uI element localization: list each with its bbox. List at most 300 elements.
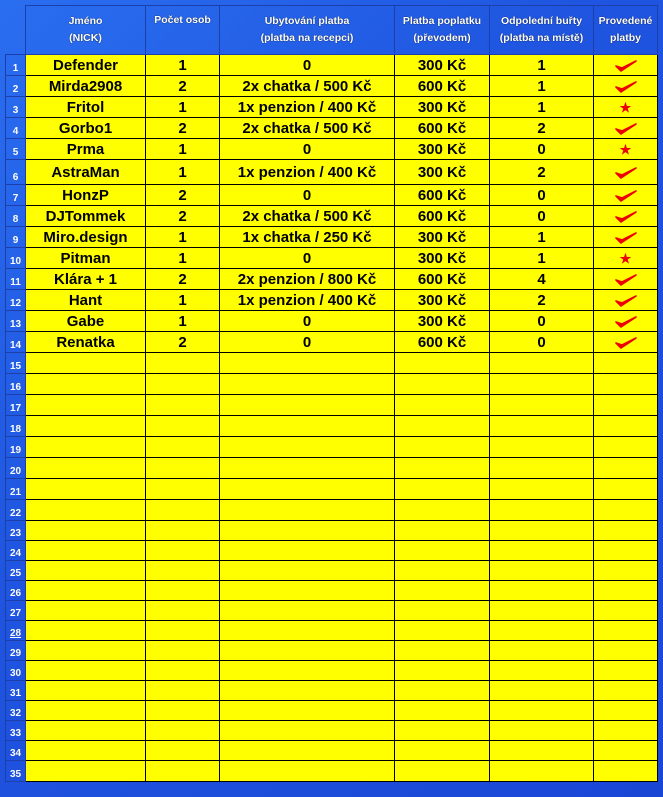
table-row [6, 353, 658, 374]
table-row [6, 701, 658, 721]
cell-name: HonzP [26, 185, 146, 206]
header-done [594, 6, 658, 55]
cell-persons [146, 681, 220, 701]
cell-fee: 600 Kč [395, 118, 490, 139]
row-number-label: 35 [9, 769, 22, 780]
row-number [6, 332, 26, 353]
row-number [6, 206, 26, 227]
row-number-label: 1 [12, 63, 19, 74]
row-number-label: 21 [9, 487, 22, 498]
cell-persons: 1 [146, 97, 220, 118]
cell-lodging: 1x chatka / 250 Kč [220, 227, 395, 248]
table-row [6, 601, 658, 621]
row-number [6, 621, 26, 641]
header-sausages-line2: (platba na místě) [499, 32, 584, 44]
cell-fee: 600 Kč [395, 206, 490, 227]
cell-status [594, 290, 658, 311]
table-row [6, 437, 658, 458]
cell-name [26, 521, 146, 541]
row-number [6, 227, 26, 248]
checkmark-icon [614, 273, 638, 287]
row-number-label: 9 [12, 235, 19, 246]
header-fee [395, 6, 490, 55]
cell-name [26, 581, 146, 601]
cell-status [594, 641, 658, 661]
cell-persons [146, 721, 220, 741]
table-row [6, 458, 658, 479]
row-number [6, 290, 26, 311]
cell-fee: 300 Kč [395, 227, 490, 248]
row-number [6, 374, 26, 395]
payments-table [5, 5, 658, 782]
checkmark-icon [614, 231, 638, 245]
cell-status [594, 185, 658, 206]
header-name-line2: (NICK) [69, 32, 102, 44]
cell-sausages [490, 479, 594, 500]
row-number-label: 14 [9, 340, 22, 351]
cell-fee: 300 Kč [395, 311, 490, 332]
cell-status [594, 500, 658, 521]
cell-status [594, 601, 658, 621]
table-row [6, 55, 658, 76]
cell-name: Defender [26, 55, 146, 76]
cell-name [26, 561, 146, 581]
star-icon: ★ [619, 250, 632, 266]
cell-name [26, 395, 146, 416]
row-number [6, 416, 26, 437]
table-row [6, 721, 658, 741]
cell-persons [146, 621, 220, 641]
cell-status [594, 332, 658, 353]
cell-lodging [220, 641, 395, 661]
cell-lodging [220, 395, 395, 416]
header-done-line2: platby [610, 32, 641, 44]
row-number [6, 118, 26, 139]
row-number-label: 30 [9, 668, 22, 679]
cell-status [594, 681, 658, 701]
table-row [6, 521, 658, 541]
cell-name [26, 479, 146, 500]
cell-sausages: 0 [490, 332, 594, 353]
cell-fee [395, 661, 490, 681]
cell-persons [146, 741, 220, 761]
row-number-label: 10 [9, 256, 22, 267]
cell-sausages [490, 641, 594, 661]
row-number-header [6, 6, 26, 55]
cell-status [594, 721, 658, 741]
checkmark-icon [614, 59, 638, 73]
cell-fee [395, 374, 490, 395]
cell-lodging [220, 761, 395, 782]
table-row [6, 160, 658, 185]
cell-lodging [220, 437, 395, 458]
cell-persons [146, 374, 220, 395]
row-number-label: 6 [12, 172, 19, 183]
row-number [6, 311, 26, 332]
table-row [6, 311, 658, 332]
cell-name: DJTommek [26, 206, 146, 227]
cell-name [26, 458, 146, 479]
header-fee-line1: Platba poplatku [402, 15, 482, 27]
cell-name [26, 541, 146, 561]
cell-persons [146, 353, 220, 374]
cell-sausages [490, 661, 594, 681]
cell-lodging [220, 541, 395, 561]
cell-sausages: 4 [490, 269, 594, 290]
cell-sausages [490, 601, 594, 621]
cell-name [26, 353, 146, 374]
cell-lodging [220, 621, 395, 641]
cell-name [26, 721, 146, 741]
cell-sausages [490, 741, 594, 761]
table-body [6, 55, 658, 782]
cell-sausages [490, 581, 594, 601]
row-number-label: 8 [12, 214, 19, 225]
cell-status [594, 561, 658, 581]
header-name-line1: Jméno [68, 15, 103, 27]
row-number [6, 353, 26, 374]
cell-fee [395, 479, 490, 500]
cell-lodging [220, 701, 395, 721]
cell-sausages [490, 681, 594, 701]
cell-persons: 2 [146, 118, 220, 139]
cell-fee: 300 Kč [395, 55, 490, 76]
cell-name [26, 416, 146, 437]
cell-sausages [490, 353, 594, 374]
cell-status [594, 661, 658, 681]
cell-sausages: 1 [490, 97, 594, 118]
header-persons [146, 6, 220, 55]
row-number-label: 15 [9, 361, 22, 372]
cell-fee: 300 Kč [395, 160, 490, 185]
cell-status [594, 55, 658, 76]
table-row [6, 97, 658, 118]
row-number [6, 561, 26, 581]
row-number [6, 395, 26, 416]
row-number [6, 76, 26, 97]
row-number [6, 701, 26, 721]
cell-fee [395, 741, 490, 761]
cell-persons: 2 [146, 269, 220, 290]
cell-fee [395, 721, 490, 741]
cell-name: Gabe [26, 311, 146, 332]
cell-fee [395, 701, 490, 721]
cell-fee: 300 Kč [395, 139, 490, 160]
cell-lodging: 0 [220, 185, 395, 206]
cell-sausages [490, 541, 594, 561]
cell-lodging: 2x penzion / 800 Kč [220, 269, 395, 290]
row-number [6, 97, 26, 118]
header-lodging [220, 6, 395, 55]
cell-status [594, 701, 658, 721]
cell-persons [146, 458, 220, 479]
cell-name: Renatka [26, 332, 146, 353]
cell-name [26, 601, 146, 621]
cell-lodging [220, 741, 395, 761]
cell-status [594, 97, 658, 118]
cell-fee [395, 458, 490, 479]
row-number-label: 7 [12, 193, 19, 204]
row-number-label: 28 [9, 628, 22, 639]
cell-persons: 1 [146, 248, 220, 269]
header-fee-line2: (převodem) [413, 32, 471, 44]
table-row [6, 581, 658, 601]
header-sausages-line1: Odpolední buřty [500, 15, 583, 27]
checkmark-icon [614, 210, 638, 224]
cell-name [26, 500, 146, 521]
cell-lodging: 1x penzion / 400 Kč [220, 97, 395, 118]
header-row [6, 6, 658, 55]
cell-status [594, 437, 658, 458]
table-row [6, 641, 658, 661]
row-number [6, 761, 26, 782]
cell-status [594, 269, 658, 290]
cell-name: Hant [26, 290, 146, 311]
cell-fee: 300 Kč [395, 97, 490, 118]
cell-fee [395, 581, 490, 601]
row-number [6, 521, 26, 541]
cell-name [26, 621, 146, 641]
table-row [6, 681, 658, 701]
cell-lodging [220, 521, 395, 541]
cell-fee: 600 Kč [395, 332, 490, 353]
table-row [6, 561, 658, 581]
cell-lodging [220, 561, 395, 581]
cell-fee [395, 621, 490, 641]
row-number [6, 541, 26, 561]
cell-persons [146, 500, 220, 521]
row-number-label: 32 [9, 708, 22, 719]
cell-status [594, 118, 658, 139]
header-persons-label: Počet osob [154, 14, 211, 26]
cell-name: Prma [26, 139, 146, 160]
row-number [6, 479, 26, 500]
cell-lodging [220, 374, 395, 395]
cell-persons [146, 581, 220, 601]
row-number [6, 741, 26, 761]
cell-sausages: 2 [490, 290, 594, 311]
cell-status [594, 353, 658, 374]
cell-fee: 300 Kč [395, 290, 490, 311]
cell-status [594, 761, 658, 782]
row-number-label: 26 [9, 588, 22, 599]
row-number [6, 55, 26, 76]
cell-name [26, 374, 146, 395]
table-row [6, 269, 658, 290]
cell-lodging: 0 [220, 248, 395, 269]
cell-fee [395, 641, 490, 661]
row-number-label: 5 [12, 147, 19, 158]
header-lodging-line2: (platba na recepci) [260, 32, 354, 44]
row-number [6, 500, 26, 521]
cell-lodging [220, 661, 395, 681]
cell-name [26, 741, 146, 761]
cell-fee [395, 395, 490, 416]
table-row [6, 479, 658, 500]
cell-persons [146, 601, 220, 621]
cell-status [594, 521, 658, 541]
cell-sausages [490, 500, 594, 521]
row-number-label: 22 [9, 508, 22, 519]
cell-lodging [220, 353, 395, 374]
cell-sausages: 0 [490, 206, 594, 227]
cell-status [594, 311, 658, 332]
row-number-label: 25 [9, 568, 22, 579]
table-row [6, 248, 658, 269]
row-number [6, 661, 26, 681]
cell-sausages [490, 761, 594, 782]
cell-sausages: 0 [490, 185, 594, 206]
cell-persons [146, 521, 220, 541]
cell-name [26, 761, 146, 782]
row-number-label: 31 [9, 688, 22, 699]
cell-status [594, 741, 658, 761]
table-row [6, 185, 658, 206]
checkmark-icon [614, 122, 638, 136]
cell-lodging [220, 581, 395, 601]
row-number-label: 23 [9, 528, 22, 539]
table-row [6, 661, 658, 681]
cell-persons: 2 [146, 76, 220, 97]
row-number-label: 2 [12, 84, 19, 95]
table-row [6, 206, 658, 227]
row-number [6, 269, 26, 290]
cell-sausages: 2 [490, 118, 594, 139]
row-number-label: 17 [9, 403, 22, 414]
cell-status [594, 479, 658, 500]
cell-name [26, 681, 146, 701]
row-number-label: 34 [9, 748, 22, 759]
cell-persons: 1 [146, 139, 220, 160]
cell-status [594, 395, 658, 416]
cell-status [594, 581, 658, 601]
checkmark-icon [614, 166, 638, 180]
cell-persons: 1 [146, 227, 220, 248]
row-number-label: 27 [9, 608, 22, 619]
cell-sausages [490, 416, 594, 437]
cell-fee [395, 416, 490, 437]
cell-sausages [490, 621, 594, 641]
cell-status [594, 541, 658, 561]
row-number [6, 160, 26, 185]
cell-status [594, 458, 658, 479]
row-number-label: 13 [9, 319, 22, 330]
cell-fee [395, 500, 490, 521]
cell-status [594, 227, 658, 248]
cell-lodging [220, 721, 395, 741]
row-number [6, 641, 26, 661]
cell-sausages: 1 [490, 55, 594, 76]
checkmark-icon [614, 336, 638, 350]
cell-sausages [490, 721, 594, 741]
cell-lodging [220, 416, 395, 437]
cell-persons [146, 395, 220, 416]
cell-persons [146, 437, 220, 458]
cell-status [594, 621, 658, 641]
table-row [6, 290, 658, 311]
cell-persons: 1 [146, 160, 220, 185]
cell-sausages: 1 [490, 227, 594, 248]
cell-lodging: 1x penzion / 400 Kč [220, 290, 395, 311]
cell-fee [395, 601, 490, 621]
cell-status [594, 206, 658, 227]
checkmark-icon [614, 80, 638, 94]
cell-persons: 1 [146, 311, 220, 332]
cell-persons [146, 761, 220, 782]
cell-name: Gorbo1 [26, 118, 146, 139]
row-number-label: 20 [9, 466, 22, 477]
cell-persons [146, 641, 220, 661]
cell-fee: 600 Kč [395, 76, 490, 97]
row-number [6, 601, 26, 621]
table-row [6, 500, 658, 521]
cell-name [26, 661, 146, 681]
row-number-label: 4 [12, 126, 19, 137]
row-number-label: 16 [9, 382, 22, 393]
row-number-label: 18 [9, 424, 22, 435]
cell-status [594, 374, 658, 395]
cell-name [26, 641, 146, 661]
cell-lodging: 2x chatka / 500 Kč [220, 118, 395, 139]
cell-persons [146, 479, 220, 500]
cell-status [594, 76, 658, 97]
cell-lodging: 2x chatka / 500 Kč [220, 76, 395, 97]
cell-sausages [490, 521, 594, 541]
cell-name [26, 437, 146, 458]
header-done-line1: Provedené [598, 15, 653, 27]
checkmark-icon [614, 294, 638, 308]
cell-status [594, 416, 658, 437]
cell-fee [395, 353, 490, 374]
cell-sausages: 0 [490, 311, 594, 332]
cell-lodging [220, 681, 395, 701]
cell-sausages: 2 [490, 160, 594, 185]
table-row [6, 416, 658, 437]
table-row [6, 621, 658, 641]
row-number [6, 721, 26, 741]
cell-lodging: 0 [220, 311, 395, 332]
cell-sausages: 1 [490, 248, 594, 269]
cell-name: Klára + 1 [26, 269, 146, 290]
header-name [26, 6, 146, 55]
cell-persons: 2 [146, 206, 220, 227]
cell-status [594, 248, 658, 269]
cell-lodging: 1x penzion / 400 Kč [220, 160, 395, 185]
table-row [6, 76, 658, 97]
cell-persons [146, 416, 220, 437]
cell-persons: 1 [146, 55, 220, 76]
cell-lodging [220, 601, 395, 621]
cell-lodging [220, 479, 395, 500]
table-row [6, 139, 658, 160]
row-number [6, 581, 26, 601]
cell-sausages [490, 395, 594, 416]
table-row [6, 761, 658, 782]
cell-status [594, 160, 658, 185]
cell-fee [395, 681, 490, 701]
cell-persons: 1 [146, 290, 220, 311]
row-number [6, 681, 26, 701]
cell-name: Pitman [26, 248, 146, 269]
cell-fee [395, 761, 490, 782]
cell-fee: 300 Kč [395, 248, 490, 269]
star-icon: ★ [619, 99, 632, 115]
row-number [6, 139, 26, 160]
cell-name: Fritol [26, 97, 146, 118]
table-row [6, 741, 658, 761]
cell-fee [395, 437, 490, 458]
table-row [6, 118, 658, 139]
